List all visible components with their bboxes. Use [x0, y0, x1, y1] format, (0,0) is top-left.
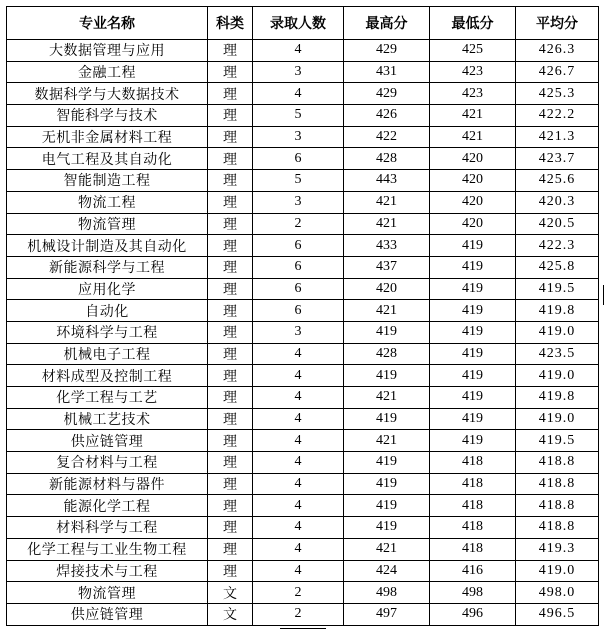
avg-score-cell: 419.5: [516, 278, 599, 300]
table-row: [7, 126, 599, 148]
avg-score-cell: 425.3: [516, 83, 599, 105]
max-score-cell: 419: [344, 495, 430, 517]
max-score-cell: 428: [344, 148, 430, 170]
min-score-cell: 419: [430, 343, 516, 365]
max-score-cell: 431: [344, 61, 430, 83]
avg-score-cell: 425.8: [516, 256, 599, 278]
category-cell: 理: [208, 430, 253, 452]
category-cell: 理: [208, 61, 253, 83]
min-score-cell: 420: [430, 148, 516, 170]
min-score-cell: 425: [430, 40, 516, 62]
max-score-cell: 421: [344, 191, 430, 213]
max-score-cell: 420: [344, 278, 430, 300]
table-row: [7, 300, 599, 322]
enrolled-cell: 3: [253, 321, 344, 343]
max-score-cell: 421: [344, 430, 430, 452]
min-score-cell: 421: [430, 126, 516, 148]
category-cell: 理: [208, 408, 253, 430]
major-cell: 化学工程与工业生物工程: [7, 538, 208, 560]
min-score-cell: 418: [430, 517, 516, 539]
right-edge-tick: [603, 285, 604, 305]
avg-score-cell: 418.8: [516, 452, 599, 474]
avg-score-cell: 419.3: [516, 538, 599, 560]
bottom-edge-mark: [280, 628, 326, 633]
min-score-cell: 423: [430, 61, 516, 83]
category-cell: 理: [208, 560, 253, 582]
enrolled-cell: 2: [253, 582, 344, 604]
major-cell: 材料成型及控制工程: [7, 365, 208, 387]
admission-scores-table: [6, 6, 599, 626]
avg-score-cell: 418.8: [516, 473, 599, 495]
min-score-cell: 418: [430, 495, 516, 517]
min-score-cell: 419: [430, 321, 516, 343]
major-cell: 焊接技术与工程: [7, 560, 208, 582]
table-row: [7, 278, 599, 300]
avg-score-cell: 419.8: [516, 300, 599, 322]
major-cell: 材料科学与工程: [7, 517, 208, 539]
header-major: 专业名称: [7, 7, 208, 40]
enrolled-cell: 6: [253, 235, 344, 257]
category-cell: 理: [208, 213, 253, 235]
major-cell: 机械电子工程: [7, 343, 208, 365]
min-score-cell: 421: [430, 105, 516, 127]
min-score-cell: 419: [430, 256, 516, 278]
max-score-cell: 421: [344, 387, 430, 409]
enrolled-cell: 3: [253, 61, 344, 83]
category-cell: 理: [208, 452, 253, 474]
min-score-cell: 418: [430, 452, 516, 474]
major-cell: 新能源科学与工程: [7, 256, 208, 278]
avg-score-cell: 425.6: [516, 170, 599, 192]
category-cell: 理: [208, 538, 253, 560]
table-row: [7, 235, 599, 257]
major-cell: 物流管理: [7, 582, 208, 604]
table-row: [7, 213, 599, 235]
enrolled-cell: 3: [253, 126, 344, 148]
category-cell: 理: [208, 170, 253, 192]
table-row: [7, 517, 599, 539]
category-cell: 理: [208, 148, 253, 170]
avg-score-cell: 422.2: [516, 105, 599, 127]
max-score-cell: 421: [344, 538, 430, 560]
min-score-cell: 416: [430, 560, 516, 582]
major-cell: 数据科学与大数据技术: [7, 83, 208, 105]
major-cell: 金融工程: [7, 61, 208, 83]
enrolled-cell: 4: [253, 517, 344, 539]
category-cell: 理: [208, 343, 253, 365]
max-score-cell: 437: [344, 256, 430, 278]
major-cell: 能源化学工程: [7, 495, 208, 517]
category-cell: 理: [208, 473, 253, 495]
enrolled-cell: 4: [253, 452, 344, 474]
max-score-cell: 426: [344, 105, 430, 127]
table-row: [7, 40, 599, 62]
enrolled-cell: 6: [253, 148, 344, 170]
category-cell: 理: [208, 256, 253, 278]
enrolled-cell: 4: [253, 83, 344, 105]
enrolled-cell: 4: [253, 430, 344, 452]
category-cell: 理: [208, 40, 253, 62]
category-cell: 理: [208, 517, 253, 539]
min-score-cell: 419: [430, 235, 516, 257]
enrolled-cell: 4: [253, 40, 344, 62]
min-score-cell: 418: [430, 538, 516, 560]
enrolled-cell: 2: [253, 603, 344, 625]
major-cell: 供应链管理: [7, 430, 208, 452]
max-score-cell: 497: [344, 603, 430, 625]
major-cell: 机械工艺技术: [7, 408, 208, 430]
table-row: [7, 538, 599, 560]
max-score-cell: 424: [344, 560, 430, 582]
max-score-cell: 419: [344, 408, 430, 430]
table-row: [7, 603, 599, 625]
table-row: [7, 365, 599, 387]
major-cell: 智能科学与技术: [7, 105, 208, 127]
major-cell: 化学工程与工艺: [7, 387, 208, 409]
max-score-cell: 443: [344, 170, 430, 192]
max-score-cell: 421: [344, 213, 430, 235]
max-score-cell: 419: [344, 452, 430, 474]
major-cell: 新能源材料与器件: [7, 473, 208, 495]
min-score-cell: 496: [430, 603, 516, 625]
enrolled-cell: 6: [253, 256, 344, 278]
table-row: [7, 170, 599, 192]
category-cell: 理: [208, 387, 253, 409]
category-cell: 理: [208, 321, 253, 343]
category-cell: 理: [208, 235, 253, 257]
header-enrolled: 录取人数: [253, 7, 344, 40]
max-score-cell: 419: [344, 473, 430, 495]
table-row: [7, 582, 599, 604]
min-score-cell: 419: [430, 300, 516, 322]
enrolled-cell: 3: [253, 191, 344, 213]
table-row: [7, 191, 599, 213]
category-cell: 理: [208, 365, 253, 387]
header-min-score: 最低分: [430, 7, 516, 40]
table-row: [7, 560, 599, 582]
min-score-cell: 419: [430, 430, 516, 452]
category-cell: 理: [208, 126, 253, 148]
major-cell: 自动化: [7, 300, 208, 322]
avg-score-cell: 422.3: [516, 235, 599, 257]
enrolled-cell: 6: [253, 300, 344, 322]
max-score-cell: 498: [344, 582, 430, 604]
avg-score-cell: 421.3: [516, 126, 599, 148]
avg-score-cell: 419.0: [516, 365, 599, 387]
table-row: [7, 473, 599, 495]
avg-score-cell: 423.7: [516, 148, 599, 170]
header-max-score: 最高分: [344, 7, 430, 40]
avg-score-cell: 419.5: [516, 430, 599, 452]
avg-score-cell: 419.0: [516, 560, 599, 582]
min-score-cell: 418: [430, 473, 516, 495]
enrolled-cell: 6: [253, 278, 344, 300]
table-row: [7, 321, 599, 343]
category-cell: 理: [208, 105, 253, 127]
major-cell: 无机非金属材料工程: [7, 126, 208, 148]
max-score-cell: 422: [344, 126, 430, 148]
table-row: [7, 105, 599, 127]
major-cell: 电气工程及其自动化: [7, 148, 208, 170]
min-score-cell: 420: [430, 213, 516, 235]
category-cell: 文: [208, 603, 253, 625]
table-row: [7, 83, 599, 105]
table-row: [7, 148, 599, 170]
table-row: [7, 495, 599, 517]
min-score-cell: 419: [430, 387, 516, 409]
table-row: [7, 452, 599, 474]
min-score-cell: 498: [430, 582, 516, 604]
avg-score-cell: 426.3: [516, 40, 599, 62]
max-score-cell: 433: [344, 235, 430, 257]
category-cell: 理: [208, 278, 253, 300]
avg-score-cell: 496.5: [516, 603, 599, 625]
avg-score-cell: 418.8: [516, 517, 599, 539]
enrolled-cell: 4: [253, 560, 344, 582]
major-cell: 智能制造工程: [7, 170, 208, 192]
enrolled-cell: 4: [253, 387, 344, 409]
min-score-cell: 420: [430, 191, 516, 213]
avg-score-cell: 418.8: [516, 495, 599, 517]
table-row: [7, 256, 599, 278]
min-score-cell: 419: [430, 408, 516, 430]
enrolled-cell: 2: [253, 213, 344, 235]
max-score-cell: 429: [344, 40, 430, 62]
enrolled-cell: 4: [253, 473, 344, 495]
category-cell: 理: [208, 300, 253, 322]
enrolled-cell: 4: [253, 495, 344, 517]
max-score-cell: 421: [344, 300, 430, 322]
major-cell: 大数据管理与应用: [7, 40, 208, 62]
avg-score-cell: 420.3: [516, 191, 599, 213]
min-score-cell: 420: [430, 170, 516, 192]
category-cell: 理: [208, 83, 253, 105]
enrolled-cell: 4: [253, 538, 344, 560]
enrolled-cell: 4: [253, 408, 344, 430]
avg-score-cell: 419.8: [516, 387, 599, 409]
avg-score-cell: 426.7: [516, 61, 599, 83]
table-row: [7, 343, 599, 365]
major-cell: 环境科学与工程: [7, 321, 208, 343]
min-score-cell: 419: [430, 278, 516, 300]
enrolled-cell: 5: [253, 105, 344, 127]
header-avg-score: 平均分: [516, 7, 599, 40]
major-cell: 供应链管理: [7, 603, 208, 625]
avg-score-cell: 498.0: [516, 582, 599, 604]
category-cell: 文: [208, 582, 253, 604]
max-score-cell: 429: [344, 83, 430, 105]
header-row: [7, 7, 599, 40]
max-score-cell: 419: [344, 321, 430, 343]
avg-score-cell: 419.0: [516, 408, 599, 430]
avg-score-cell: 420.5: [516, 213, 599, 235]
enrolled-cell: 4: [253, 365, 344, 387]
category-cell: 理: [208, 191, 253, 213]
max-score-cell: 428: [344, 343, 430, 365]
min-score-cell: 423: [430, 83, 516, 105]
table-row: [7, 61, 599, 83]
table-row: [7, 408, 599, 430]
table-row: [7, 430, 599, 452]
major-cell: 物流管理: [7, 213, 208, 235]
enrolled-cell: 4: [253, 343, 344, 365]
major-cell: 应用化学: [7, 278, 208, 300]
min-score-cell: 419: [430, 365, 516, 387]
major-cell: 物流工程: [7, 191, 208, 213]
major-cell: 复合材料与工程: [7, 452, 208, 474]
max-score-cell: 419: [344, 517, 430, 539]
avg-score-cell: 423.5: [516, 343, 599, 365]
avg-score-cell: 419.0: [516, 321, 599, 343]
category-cell: 理: [208, 495, 253, 517]
table-row: [7, 387, 599, 409]
enrolled-cell: 5: [253, 170, 344, 192]
max-score-cell: 419: [344, 365, 430, 387]
header-category: 科类: [208, 7, 253, 40]
major-cell: 机械设计制造及其自动化: [7, 235, 208, 257]
